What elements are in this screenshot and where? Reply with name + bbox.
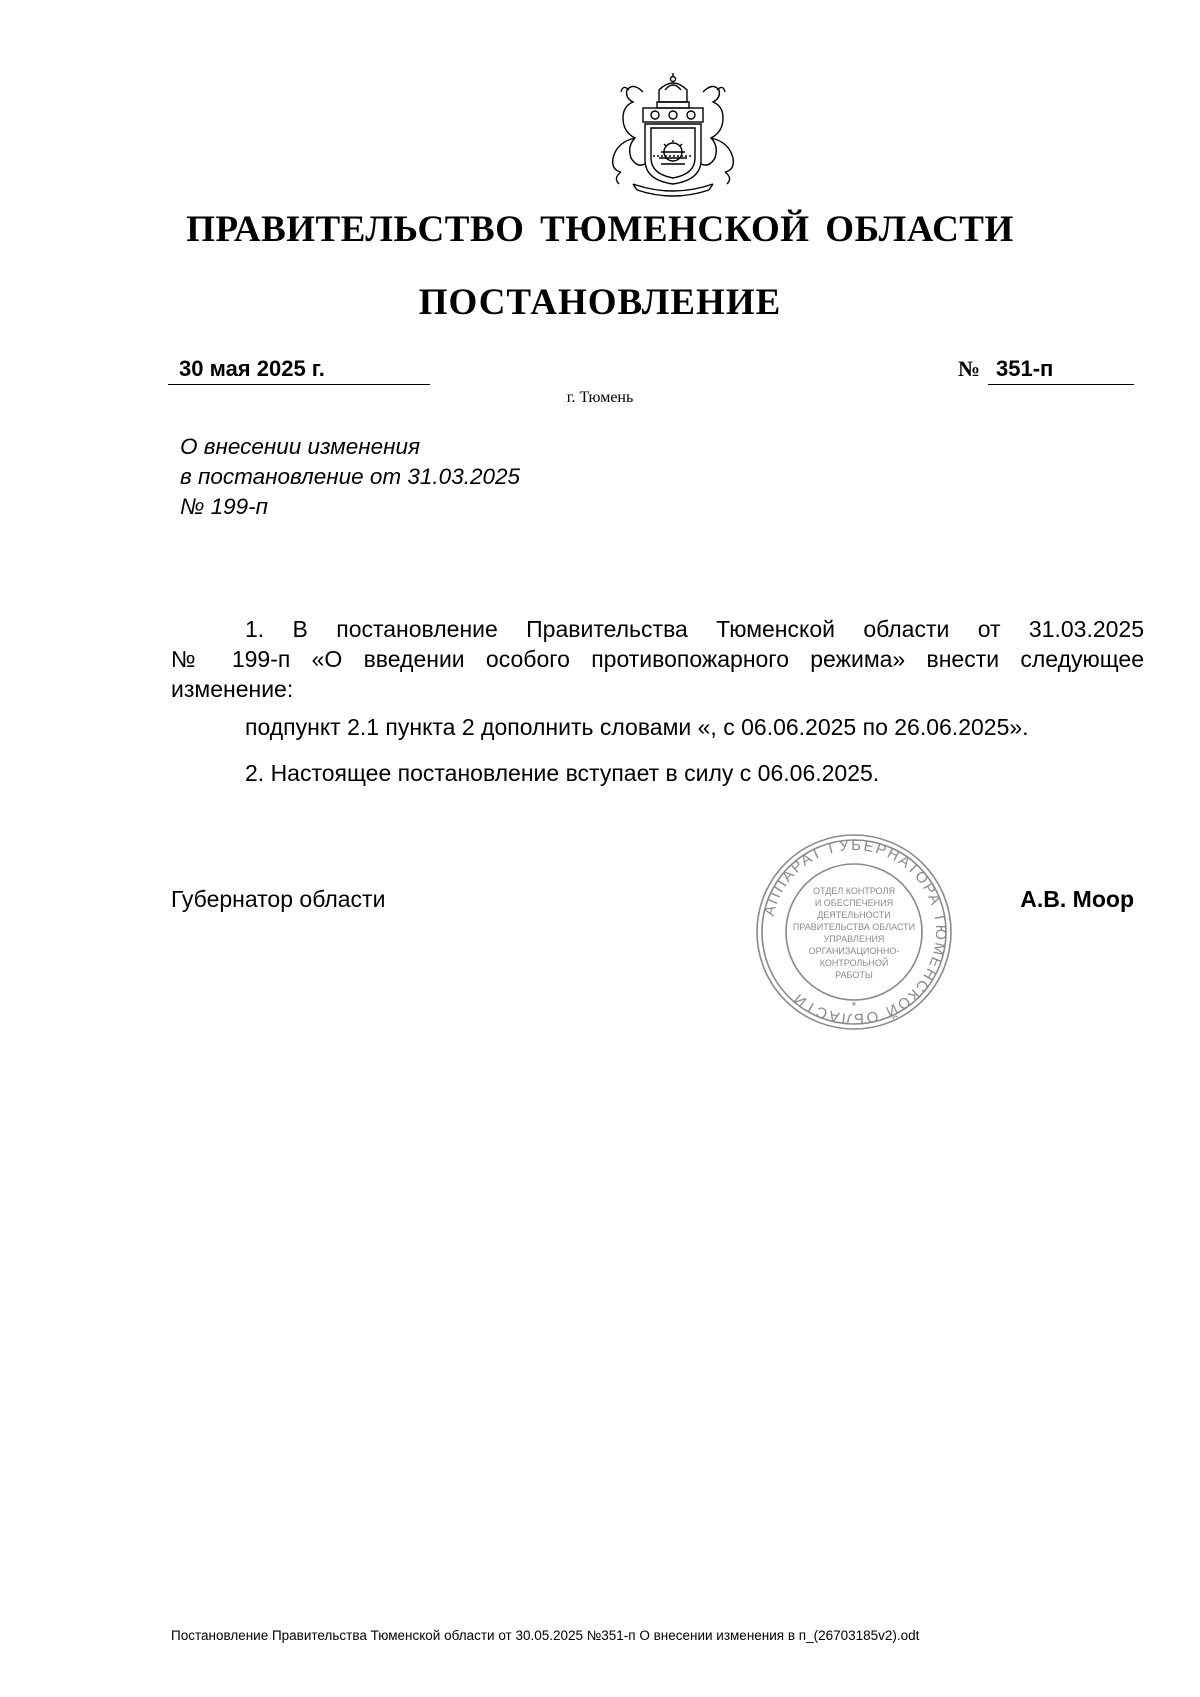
stamp-inner-line: ДЕЯТЕЛЬНОСТИ bbox=[817, 910, 891, 920]
stamp-inner-line: И ОБЕСПЕЧЕНИЯ bbox=[814, 898, 894, 908]
city-name: г. Тюмень bbox=[566, 389, 634, 406]
paragraph-2: 2. Настоящее постановление вступает в силу с 06.06.2025. bbox=[245, 760, 880, 786]
document-date-field bbox=[168, 356, 430, 385]
subject-line: № 199-п bbox=[180, 494, 269, 519]
document-subject bbox=[180, 432, 520, 522]
svg-text:*: * bbox=[851, 999, 857, 1013]
paragraph-line: изменение: bbox=[171, 676, 294, 702]
document-date: 30 мая 2025 г. bbox=[179, 356, 325, 381]
stamp-inner-line: УПРАВЛЕНИЯ bbox=[823, 934, 885, 944]
document-footer-filename: Постановление Правительства Тюменской области от 30.05.2025 №351-п О внесении изменения в п_(26703185v2).odt bbox=[171, 1628, 920, 1643]
government-title: ПРАВИТЕЛЬСТВО ТЮМЕНСКОЙ ОБЛАСТИ bbox=[186, 209, 1014, 250]
signatory-name: А.В. Моор bbox=[1020, 886, 1134, 912]
subject-line: в постановление от 31.03.2025 bbox=[180, 464, 521, 489]
paragraph-1 bbox=[171, 614, 1144, 704]
paragraph-line: 1. В постановление Правительства Тюменской области от 31.03.2025 bbox=[245, 616, 1144, 642]
document-type-title: ПОСТАНОВЛЕНИЕ bbox=[418, 282, 782, 323]
document-number-field bbox=[988, 356, 1134, 385]
stamp-inner-line: КОНТРОЛЬНОЙ bbox=[819, 958, 889, 968]
subject-line: О внесении изменения bbox=[180, 434, 421, 459]
document-number: 351-п bbox=[996, 356, 1054, 381]
stamp-inner-line: ПРАВИТЕЛЬСТВА ОБЛАСТИ bbox=[792, 922, 916, 932]
coat-of-arms-emblem bbox=[593, 72, 753, 202]
stamp-inner-line: ОРГАНИЗАЦИОННО- bbox=[808, 946, 900, 956]
stamp-inner-line: РАБОТЫ bbox=[835, 970, 873, 980]
paragraph-line: № 199-п «О введении особого противопожарного режима» внести следующее bbox=[171, 646, 1144, 672]
number-sign: № bbox=[958, 356, 981, 381]
official-stamp-seal bbox=[754, 832, 954, 1032]
stamp-inner-line: ОТДЕЛ КОНТРОЛЯ bbox=[813, 886, 895, 896]
stamp-outer-text: АППАРАТ ГУБЕРНАТОРА ТЮМЕНСКОЙ ОБЛАСТИ bbox=[760, 836, 950, 1028]
paragraph-amendment: подпункт 2.1 пункта 2 дополнить словами «, с 06.06.2025 по 26.06.2025». bbox=[245, 714, 1029, 740]
signatory-position: Губернатор области bbox=[171, 886, 386, 912]
